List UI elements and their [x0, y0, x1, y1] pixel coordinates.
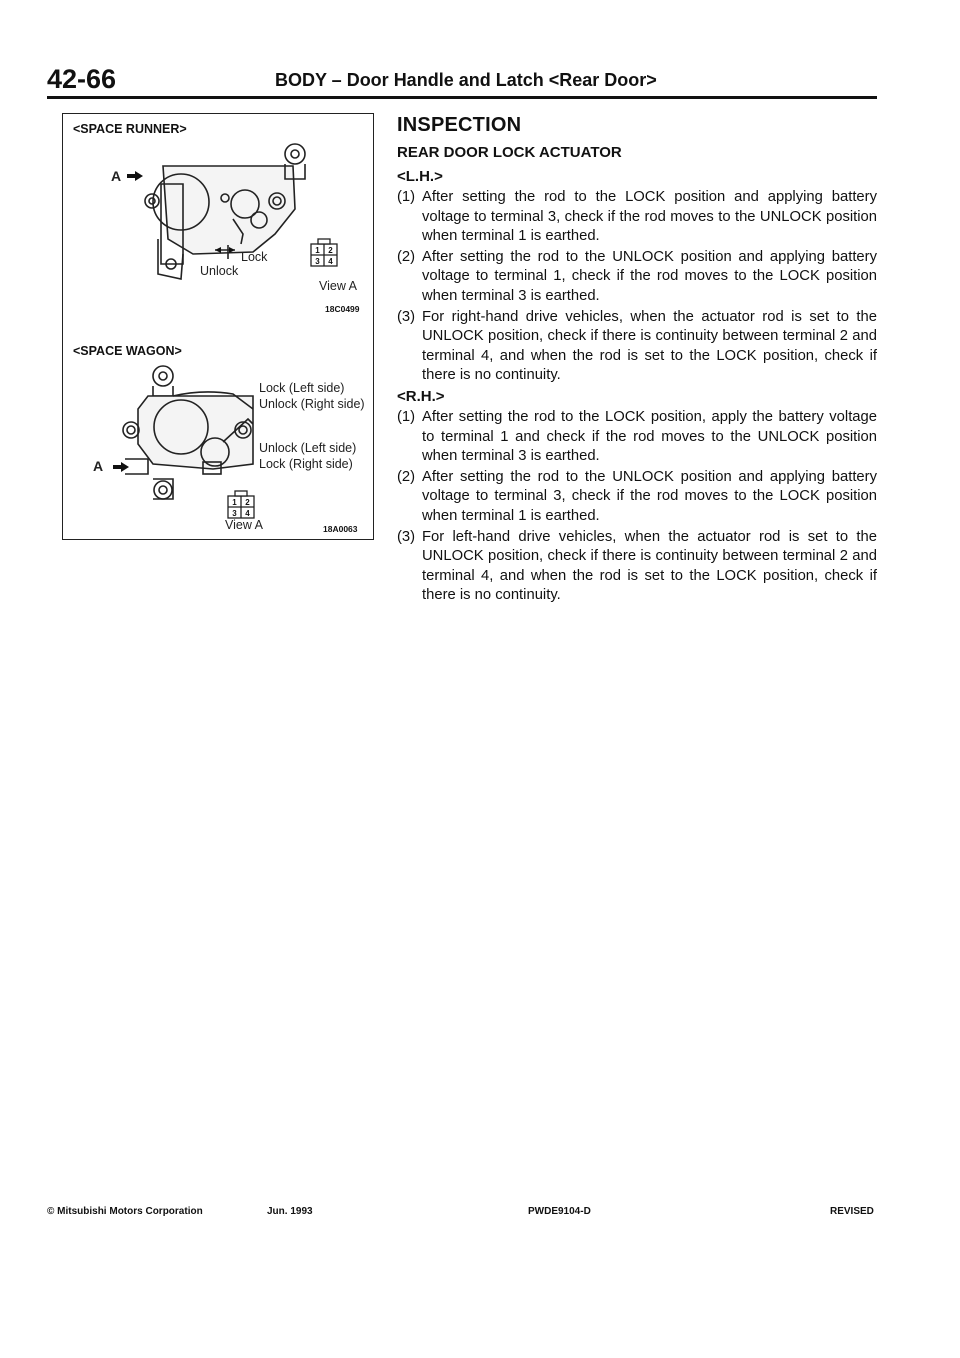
lock-right-side-label: Lock (Right side)	[259, 457, 353, 471]
figure-box	[62, 113, 374, 540]
list-item: (3) For right-hand drive vehicles, when the actuator rod is set to the UNLOCK position, check if there is continuity between terminal 2 and terminal 4, and when the rod is set to the LOCK position, check if there is no continuity.	[397, 308, 877, 384]
connector-pin-4: 4	[245, 509, 250, 518]
list-item: (3) For left-hand drive vehicles, when the actuator rod is set to the UNLOCK position, check if there is continuity between terminal 2 and terminal 4, and when the rod is set to the LOCK position, check if there is no continuity.	[397, 528, 877, 604]
rh-label: <R.H.>	[397, 387, 445, 405]
running-title: BODY – Door Handle and Latch <Rear Door>	[275, 70, 657, 90]
list-item: (1) After setting the rod to the LOCK position and applying battery voltage to terminal 3, check if the rod moves to the UNLOCK position when terminal 1 is earthed.	[397, 189, 877, 245]
figure-panel-space-wagon	[63, 334, 373, 539]
footer-date: Jun. 1993	[267, 1206, 313, 1217]
lock-left-side-label: Lock (Left side)	[259, 381, 345, 395]
lock-label: Lock	[241, 250, 268, 264]
view-a-label: View A	[319, 279, 357, 293]
connector-pin-2: 2	[245, 498, 250, 507]
unlock-label: Unlock	[200, 264, 239, 278]
connector-pin-3: 3	[315, 257, 320, 266]
view-arrow-label: A	[111, 168, 122, 184]
page-header	[47, 62, 877, 99]
unlock-right-side-label: Unlock (Right side)	[259, 397, 365, 411]
connector-pin-3: 3	[232, 509, 237, 518]
section-heading: INSPECTION	[397, 114, 522, 136]
lh-label: <L.H.>	[397, 168, 443, 185]
list-item: (2) After setting the rod to the UNLOCK position and applying battery voltage to terminal 1, check if the rod moves to the LOCK position when terminal 3 is earthed.	[397, 248, 877, 304]
view-a-label: View A	[225, 518, 263, 532]
connector-pin-2: 2	[328, 246, 333, 255]
actuator-drawing-space-wagon	[63, 334, 373, 539]
footer-copyright: © Mitsubishi Motors Corporation	[47, 1206, 203, 1217]
figure-panel-space-runner	[63, 114, 373, 339]
footer-status: REVISED	[830, 1206, 874, 1217]
figure-caption: <SPACE WAGON>	[73, 344, 182, 358]
list-item: (2) After setting the rod to the UNLOCK position and applying battery voltage to terminal 3, check if the rod moves to the LOCK position when terminal 1 is earthed.	[397, 468, 877, 524]
connector-pin-1: 1	[315, 246, 320, 255]
view-arrow-label: A	[93, 458, 104, 474]
connector-pin-1: 1	[232, 498, 237, 507]
inspection-section	[397, 114, 877, 607]
list-item: (1) After setting the rod to the LOCK position, apply the battery voltage to terminal 1 and check if the rod moves to the UNLOCK position when terminal 3 is earthed.	[397, 408, 877, 465]
figure-code: 18A0063	[323, 524, 358, 534]
figure-caption: <SPACE RUNNER>	[73, 122, 187, 136]
page-number: 42-66	[47, 64, 117, 94]
figure-code: 18C0499	[325, 304, 360, 314]
unlock-left-side-label: Unlock (Left side)	[259, 441, 357, 455]
section-subheading: REAR DOOR LOCK ACTUATOR	[397, 144, 622, 161]
connector-pin-4: 4	[328, 257, 333, 266]
footer-doc-code: PWDE9104-D	[528, 1206, 591, 1217]
